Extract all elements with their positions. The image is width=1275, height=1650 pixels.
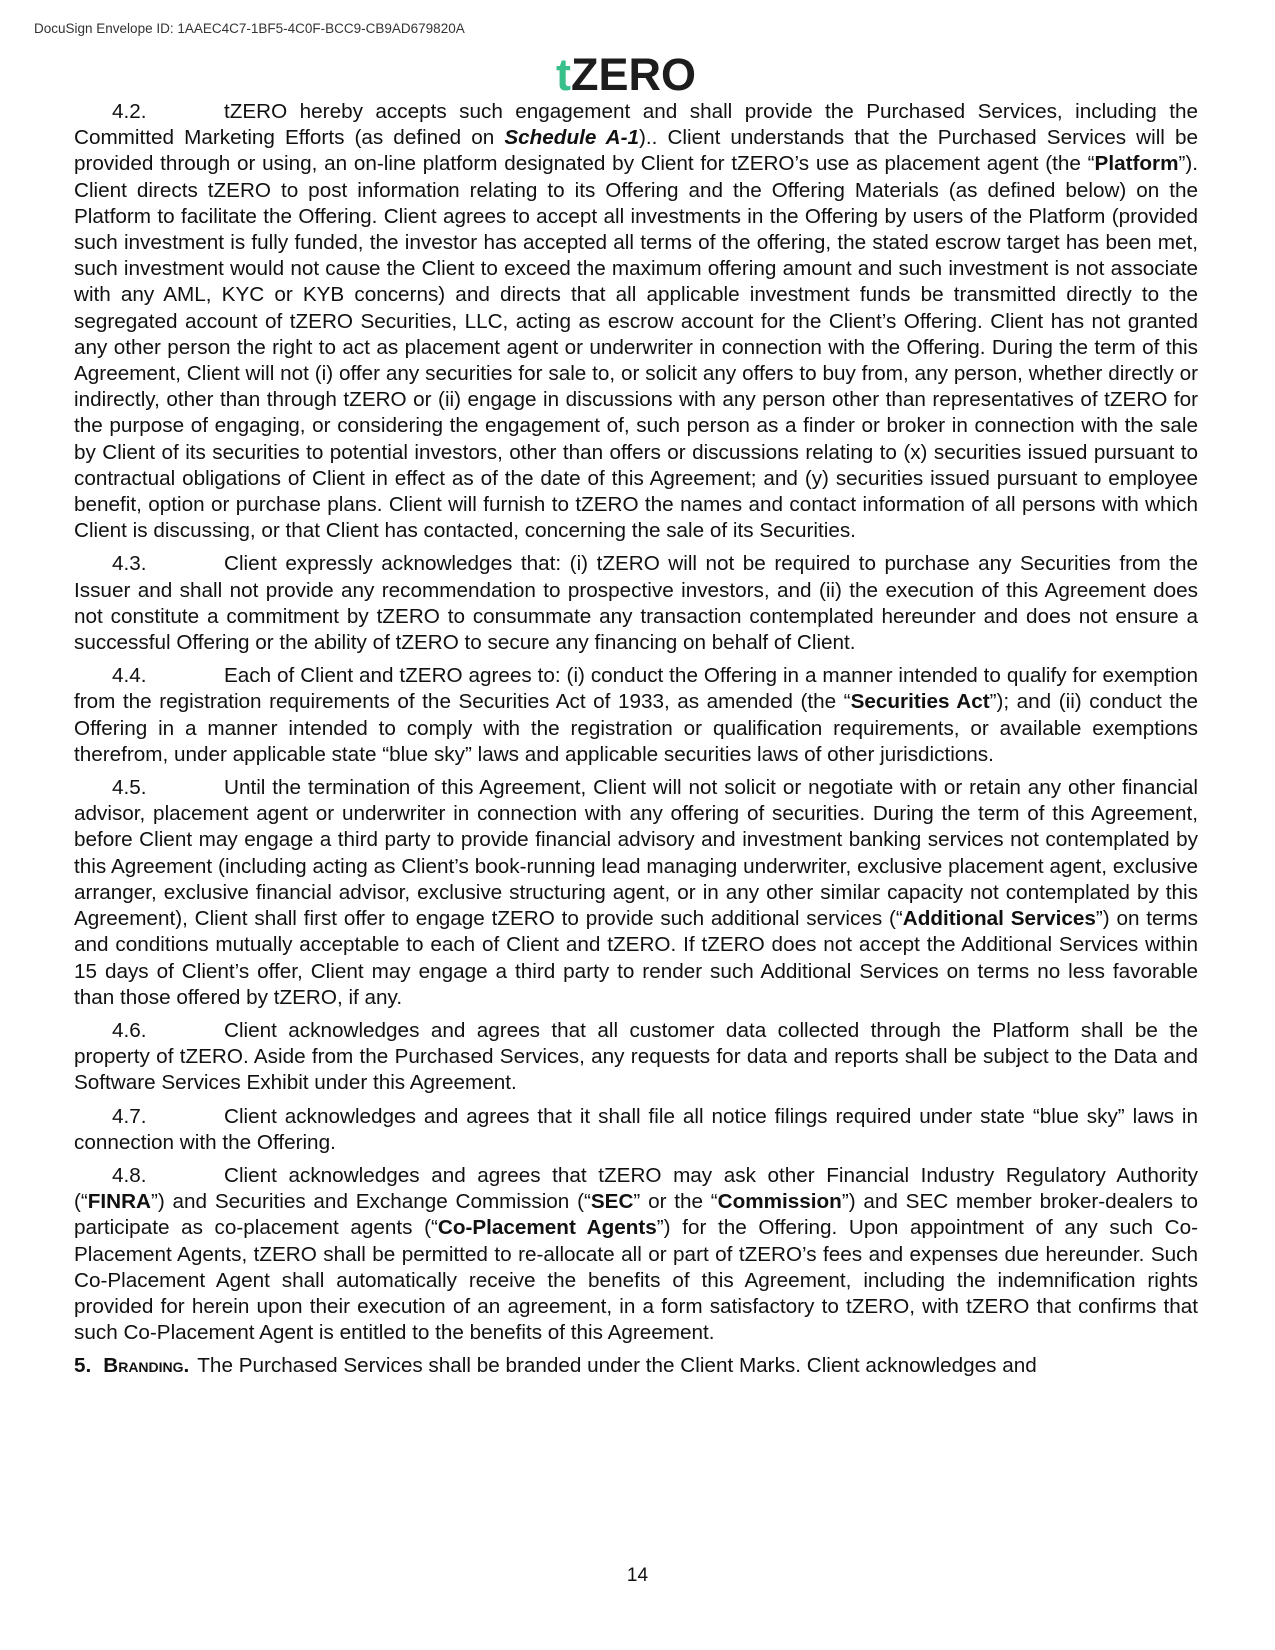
- schedule-ref: Schedule A-1: [504, 126, 639, 150]
- defined-term: Additional Services: [902, 907, 1096, 931]
- section-text: ).. Client understands that the Purchased Services will be provided through or using, an on-line platform designated by Client for tZERO’s use as placement agent (the “: [74, 126, 1198, 176]
- section-text: ”) and SEC member broker-dealers to participate as co-placement agents (“: [74, 1190, 1198, 1240]
- section-4-2: [74, 99, 1198, 544]
- section-number: 4.4.: [112, 664, 147, 688]
- defined-term: FINRA: [87, 1190, 151, 1214]
- logo-zero: ZERO: [571, 49, 697, 100]
- defined-term: Commission: [717, 1190, 842, 1214]
- section-text: ”) and Securities and Exchange Commission (“: [151, 1190, 591, 1214]
- document-body: [74, 99, 1198, 1380]
- tzero-logo: [556, 49, 697, 100]
- section-4-4: [74, 663, 1198, 768]
- section-text: The Purchased Services shall be branded under the Client Marks. Client acknowledges and: [197, 1354, 1037, 1378]
- section-text: ”) for the Offering. Upon appointment of any such Co-Placement Agents, tZERO shall be permitted to re-allocate all or part of tZERO’s fees and expenses due hereunder. Such Co-Placement Agent shall automatically receive the benefits of this Agreement, including the indemnification rights provided for herein upon their execution of an agreement, in a form satisfactory to tZERO, with tZERO that confirms that such Co-Placement Agent is entitled to the benefits of this Agreement.: [74, 1216, 1198, 1345]
- section-heading: Branding.: [103, 1354, 190, 1378]
- section-text: ”). Client directs tZERO to post information relating to its Offering and the Offering Materials (as defined below) on the Platform to facilitate the Offering. Client agrees to accept all investments in the Offering by users of the Platform (provided such investment is fully funded, the investor has accepted all terms of the offering, the stated escrow target has been met, such investment would not cause the Client to exceed the maximum offering amount and such investment is not associate with any AML, KYC or KYB concerns) and directs that all applicable investment funds be transmitted directly to the segregated account of tZERO Securities, LLC, acting as escrow account for the Client’s Offering. Client has not granted any other person the right to act as placement agent or underwriter in connection with the Offering. During the term of this Agreement, Client will not (i) offer any securities for sale to, or solicit any offers to buy from, any person, whether directly or indirectly, other than through tZERO or (ii) engage in discussions with any person other than representatives of tZERO for the purpose of engaging, or considering the engagement of, such person as a finder or broker in connection with the sale by Client of its securities to potential investors, other than offers or discussions relating to (x) securities issued pursuant to contractual obligations of Client in effect as of the date of this Agreement; and (y) securities issued pursuant to employee benefit, option or purchase plans. Client will furnish to tZERO the names and contact information of all persons with which Client is discussing, or that Client has contacted, concerning the sale of its Securities.: [74, 152, 1198, 543]
- section-text: Client acknowledges and agrees that all customer data collected through the Platform shall be the property of tZERO. Aside from the Purchased Services, any requests for data and reports shall be subject to the Data and Software Services Exhibit under this Agreement.: [74, 1018, 1198, 1095]
- section-number: 4.6.: [112, 1018, 147, 1042]
- section-text: ”); and (ii) conduct the Offering in a manner intended to comply with the registration or qualification requirements, or available exemptions therefrom, under applicable state “blue sky” laws and applicable securities laws of other jurisdictions.: [74, 690, 1199, 766]
- section-4-7: [74, 1104, 1198, 1156]
- section-number: 4.3.: [112, 552, 147, 576]
- section-text: Client expressly acknowledges that: (i) tZERO will not be required to purchase any Securities from the Issuer and shall not provide any recommendation to prospective investors, and (ii) the execution of this Agreement does not constitute a commitment by tZERO to consummate any transaction contemplated hereunder and does not ensure a successful Offering or the ability of tZERO to secure any financing on behalf of Client.: [74, 552, 1198, 655]
- defined-term: SEC: [590, 1190, 634, 1214]
- section-number: 4.2.: [112, 100, 147, 123]
- section-number: 4.8.: [112, 1163, 147, 1187]
- section-4-3: [74, 551, 1198, 656]
- logo-t: t: [556, 49, 571, 100]
- section-4-8: [74, 1163, 1198, 1346]
- section-4-5: [74, 775, 1198, 1011]
- section-text: ” or the “: [633, 1190, 718, 1214]
- docusign-envelope-id: DocuSign Envelope ID: 1AAEC4C7-1BF5-4C0F-BCC9-CB9AD679820A: [34, 21, 465, 36]
- section-text: Each of Client and tZERO agrees to: (i) conduct the Offering in a manner intended to qualify for exemption from the registration requirements of the Securities Act of 1933, as amended (the “: [74, 664, 1198, 714]
- section-text: Client acknowledges and agrees that it shall file all notice filings required under state “blue sky” laws in connection with the Offering.: [74, 1104, 1198, 1154]
- defined-term: Securities Act: [850, 690, 990, 714]
- section-5-branding: [74, 1353, 1198, 1379]
- page-number: 14: [626, 1565, 649, 1586]
- section-number: 5.: [74, 1354, 92, 1378]
- section-number: 4.5.: [112, 776, 147, 800]
- section-text: Until the termination of this Agreement, Client will not solicit or negotiate with or retain any other financial advisor, placement agent or underwriter in connection with any offering of securities. During the term of this Agreement, before Client may engage a third party to provide financial advisory and investment banking services not contemplated by this Agreement (including acting as Client’s book-running lead managing underwriter, exclusive placement agent, exclusive arranger, exclusive financial advisor, exclusive structuring agent, or in any other similar capacity not contemplated by this Agreement), Client shall first offer to engage tZERO to provide such additional services (“: [74, 776, 1198, 931]
- section-text: ”) on terms and conditions mutually acceptable to each of Client and tZERO. If tZERO does not accept the Additional Services within 15 days of Client’s offer, Client may engage a third party to render such Additional Services on terms no less favorable than those offered by tZERO, if any.: [74, 907, 1199, 1009]
- section-number: 4.7.: [112, 1104, 147, 1128]
- section-4-6: [74, 1018, 1198, 1097]
- defined-term: Platform: [1094, 152, 1179, 176]
- section-text: Client acknowledges and agrees that tZERO may ask other Financial Industry Regulatory Authority (“: [74, 1163, 1198, 1214]
- section-text: tZERO hereby accepts such engagement and shall provide the Purchased Services, including the Committed Marketing Efforts (as defined on: [74, 100, 1198, 150]
- defined-term: Co-Placement Agents: [437, 1216, 657, 1240]
